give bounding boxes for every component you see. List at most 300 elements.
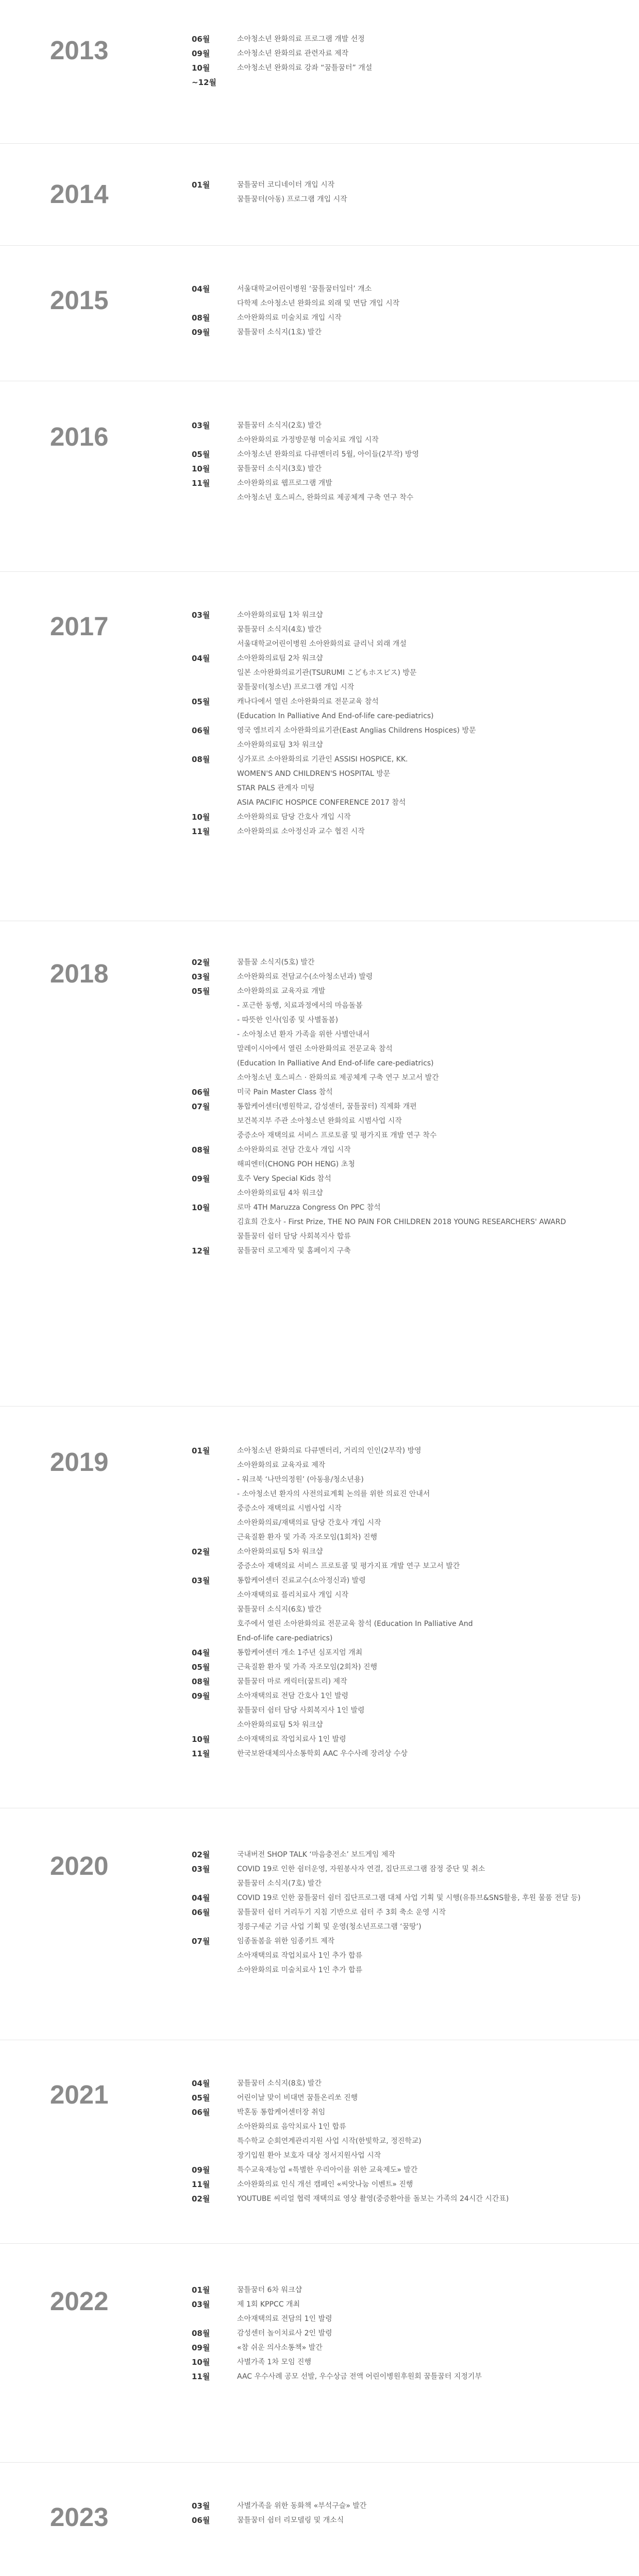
event-row bbox=[192, 447, 639, 462]
event-text: 근육질환 환자 및 가족 자조모임(2회차) 진행 bbox=[237, 1663, 377, 1671]
event-row bbox=[192, 694, 639, 723]
event-lines bbox=[237, 651, 639, 694]
event-text: 꿈틀꿈터(청소년) 프로그램 개입 시작 bbox=[237, 683, 355, 691]
event-month: 05월 bbox=[192, 987, 210, 996]
event-month: 10월 bbox=[192, 464, 210, 473]
event-row bbox=[192, 2355, 639, 2369]
event-text: (Education In Palliative And End-of-life care-pediatrics) bbox=[237, 712, 434, 720]
event-text: 소아재택의료 전담의 1인 발령 bbox=[237, 2315, 332, 2323]
event-month: 02월 bbox=[192, 958, 210, 967]
event-month: 09월 bbox=[192, 1174, 210, 1183]
event-lines bbox=[237, 2283, 639, 2297]
event-lines bbox=[237, 447, 639, 462]
year-section-2020 bbox=[0, 1808, 639, 2040]
year-title: 2018 bbox=[50, 959, 109, 988]
event-text: 소아청소년 완화의료 다큐멘터리, 거리의 인인(2부작) 방영 bbox=[237, 1447, 422, 1455]
event-lines bbox=[237, 2355, 639, 2369]
event-text: 특수교육재능업 «특별한 우리아이를 위한 교육제도» 발간 bbox=[237, 2166, 418, 2174]
event-text: 로마 4TH Maruzza Congress On PPC 참석 bbox=[237, 1204, 381, 1212]
year-section-2023 bbox=[0, 2463, 639, 2576]
event-lines bbox=[237, 1545, 639, 1573]
event-text: 꿈틀꿈터 소식지(7호) 발간 bbox=[237, 1879, 322, 1888]
event-month: 06월 bbox=[192, 2516, 210, 2525]
event-month: 02월 bbox=[192, 2194, 210, 2204]
event-month: 10월 bbox=[192, 2358, 210, 2367]
event-text: 소아청소년 완화의료 관련자료 제작 bbox=[237, 49, 349, 58]
event-lines bbox=[237, 2297, 639, 2326]
event-text: 장기입원 환아 보호자 대상 정서지원사업 시작 bbox=[237, 2151, 381, 2160]
event-row bbox=[192, 46, 639, 61]
event-lines bbox=[237, 1244, 639, 1258]
event-row bbox=[192, 2076, 639, 2091]
event-row bbox=[192, 1747, 639, 1761]
event-text: 정릉구세군 기금 사업 기획 및 운영(청소년프로그램 ‘꿈땅’) bbox=[237, 1923, 422, 1931]
event-month: 02월 bbox=[192, 1850, 210, 1859]
event-row bbox=[192, 282, 639, 311]
event-list bbox=[192, 608, 639, 839]
event-lines bbox=[237, 1660, 639, 1674]
event-row bbox=[192, 970, 639, 984]
event-text: 통합케어센터 개소 1주년 심포지엄 개최 bbox=[237, 1649, 363, 1657]
event-text: 통합케어센터 진료교수(소아정신과) 발령 bbox=[237, 1577, 366, 1585]
event-lines bbox=[237, 1905, 639, 1934]
event-month: 05월 bbox=[192, 697, 210, 706]
event-row bbox=[192, 752, 639, 810]
event-row bbox=[192, 1934, 639, 1977]
event-list bbox=[192, 418, 639, 505]
event-text: 감성센터 놀이치료사 2인 발령 bbox=[237, 2329, 332, 2337]
event-row bbox=[192, 1143, 639, 1172]
event-lines bbox=[237, 1646, 639, 1660]
event-lines bbox=[237, 1143, 639, 1172]
event-month: 11월 bbox=[192, 1749, 210, 1758]
event-text: 소아완화의료 음악치료사 1인 합류 bbox=[237, 2123, 346, 2131]
event-month: 07월 bbox=[192, 1102, 210, 1111]
event-month: 09월 bbox=[192, 49, 210, 58]
event-month: 10월 bbox=[192, 1735, 210, 1744]
event-month: ~12월 bbox=[192, 78, 216, 87]
event-text: 해피엔터(CHONG POH HENG) 초청 bbox=[237, 1160, 355, 1168]
event-lines bbox=[237, 1674, 639, 1689]
event-text: YOUTUBE 씨리얼 협력 재택의료 영상 촬영(중증환아를 돌보는 가족의 24시간 시간표) bbox=[237, 2195, 509, 2203]
event-text: 소아재택의료 작업치료사 1인 추가 합류 bbox=[237, 1952, 363, 1960]
year-section-2021 bbox=[0, 2040, 639, 2244]
year-section-2015 bbox=[0, 246, 639, 381]
event-row bbox=[192, 1732, 639, 1747]
event-text: 일본 소아완화의료기관(TSURUMI こどもホスピス) 방문 bbox=[237, 669, 417, 677]
event-month: 09월 bbox=[192, 2165, 210, 2175]
event-month: 06월 bbox=[192, 1088, 210, 1097]
event-month: 04월 bbox=[192, 654, 210, 663]
event-text: «참 쉬운 의사소통책» 발간 bbox=[237, 2344, 323, 2352]
event-text: 소아완화의료 소아정신과 교수 협진 시작 bbox=[237, 827, 365, 836]
event-lines bbox=[237, 2499, 639, 2513]
event-month: 03월 bbox=[192, 611, 210, 620]
event-row bbox=[192, 2341, 639, 2355]
event-lines bbox=[237, 2163, 639, 2177]
event-text: 소아완화의료 교육자료 제작 bbox=[237, 1461, 326, 1469]
event-lines bbox=[237, 1934, 639, 1977]
event-text: 소아청소년 완화의료 프로그램 개발 선정 bbox=[237, 35, 365, 43]
event-text: 소아완화의료 교육자료 개발 bbox=[237, 987, 326, 995]
event-text: - 따뜻한 인사(임종 및 사별돌봄) bbox=[237, 1016, 339, 1024]
event-month: 01월 bbox=[192, 180, 210, 190]
event-lines bbox=[237, 1573, 639, 1646]
event-text: 소아완화의료 담당 간호사 개입 시작 bbox=[237, 813, 351, 821]
event-row bbox=[192, 1444, 639, 1545]
event-lines bbox=[237, 61, 639, 75]
event-month: 10월 bbox=[192, 63, 210, 73]
event-text: 소아완화의료 가정방문형 미술치료 개입 시작 bbox=[237, 436, 379, 444]
event-lines bbox=[237, 1689, 639, 1732]
event-month: 06월 bbox=[192, 1908, 210, 1917]
event-text: 박혼동 통합케어센터장 취임 bbox=[237, 2108, 326, 2116]
event-row bbox=[192, 2513, 639, 2528]
event-month: 06월 bbox=[192, 2108, 210, 2117]
event-row bbox=[192, 1200, 639, 1244]
event-text: 호주에서 열린 소아완화의료 전문교육 참석 (Education In Palliative And bbox=[237, 1620, 473, 1628]
event-row bbox=[192, 824, 639, 839]
event-text: 소아완화의료팀 3차 워크샵 bbox=[237, 741, 323, 749]
event-text: 보건복지부 주관 소아청소년 완화의료 시범사업 시작 bbox=[237, 1117, 402, 1125]
event-row bbox=[192, 984, 639, 1085]
event-text: 소아완화의료팀 2차 워크샵 bbox=[237, 654, 323, 663]
event-lines bbox=[237, 1200, 639, 1244]
event-row bbox=[192, 608, 639, 651]
event-lines bbox=[237, 1172, 639, 1200]
event-row bbox=[192, 2177, 639, 2192]
event-text: 호주 Very Special Kids 참석 bbox=[237, 1175, 331, 1183]
event-text: 꿈틀꿈터 6차 워크샵 bbox=[237, 2286, 302, 2294]
event-row bbox=[192, 476, 639, 505]
year-title: 2017 bbox=[50, 612, 109, 641]
event-text: COVID 19로 인한 꿈틀꿈터 쉼터 집단프로그램 대체 사업 기획 및 시행(유튜브&SNS활용, 후원 물품 전달 등) bbox=[237, 1894, 581, 1902]
event-list bbox=[192, 1848, 639, 1977]
event-lines bbox=[237, 752, 639, 810]
event-list bbox=[192, 2283, 639, 2384]
event-lines bbox=[237, 418, 639, 447]
event-lines bbox=[237, 608, 639, 651]
event-lines bbox=[237, 970, 639, 984]
year-title: 2019 bbox=[50, 1447, 109, 1477]
event-month: 06월 bbox=[192, 35, 210, 44]
event-row bbox=[192, 1545, 639, 1573]
event-month: 03월 bbox=[192, 2501, 210, 2511]
event-lines bbox=[237, 2177, 639, 2192]
event-lines bbox=[237, 694, 639, 723]
event-row bbox=[192, 2326, 639, 2341]
event-lines bbox=[237, 476, 639, 505]
event-text: 꿈틀꿈터 마로 캐릭터(꿈트리) 제작 bbox=[237, 1677, 347, 1686]
event-lines bbox=[237, 2105, 639, 2163]
event-text: 꿈틀꿈터 소식지(3호) 발간 bbox=[237, 465, 322, 473]
event-month: 10월 bbox=[192, 812, 210, 822]
event-row bbox=[192, 1862, 639, 1891]
event-row bbox=[192, 1660, 639, 1674]
year-title: 2016 bbox=[50, 422, 109, 451]
event-month: 08월 bbox=[192, 1677, 210, 1686]
event-list bbox=[192, 955, 639, 1258]
event-text: 말레이시아에서 열린 소아완화의료 전문교육 참석 bbox=[237, 1045, 393, 1053]
event-month: 05월 bbox=[192, 450, 210, 459]
event-month: 09월 bbox=[192, 328, 210, 337]
event-month: 04월 bbox=[192, 284, 210, 294]
event-text: 중증소아 재택의료 서비스 프로토콜 및 평가지표 개발 연구 보고서 발간 bbox=[237, 1562, 460, 1570]
year-title: 2021 bbox=[50, 2080, 109, 2109]
event-text: 사별가족을 위한 동화책 «부석구슬» 발간 bbox=[237, 2502, 367, 2510]
event-row bbox=[192, 651, 639, 694]
event-lines bbox=[237, 178, 639, 207]
event-text: 소아완화의료 미술치료 개입 시작 bbox=[237, 314, 342, 322]
event-lines bbox=[237, 32, 639, 46]
event-text: 꿈틀꿈터 쉼터 담당 사회복지사 1인 발령 bbox=[237, 1706, 365, 1715]
event-text: 서울대학교어린이병원 ‘꿈틀꿈터일터’ 개소 bbox=[237, 285, 372, 293]
event-lines bbox=[237, 2513, 639, 2528]
event-month: 09월 bbox=[192, 1691, 210, 1701]
event-row bbox=[192, 75, 639, 90]
event-month: 03월 bbox=[192, 421, 210, 430]
event-row bbox=[192, 1172, 639, 1200]
event-lines bbox=[237, 1099, 639, 1143]
event-text: 소아완화의료/재택의료 담당 간호사 개입 시작 bbox=[237, 1519, 381, 1527]
year-section-2013 bbox=[0, 0, 639, 144]
event-lines bbox=[237, 1862, 639, 1891]
event-text: 꿈틀꿈터 소식지(1호) 발간 bbox=[237, 328, 322, 336]
year-title: 2013 bbox=[50, 36, 109, 65]
event-text: 임종돌봄을 위한 임종키트 제작 bbox=[237, 1937, 335, 1945]
event-month: 03월 bbox=[192, 2300, 210, 2309]
event-lines bbox=[237, 282, 639, 311]
event-row bbox=[192, 1891, 639, 1905]
event-list bbox=[192, 2499, 639, 2528]
event-row bbox=[192, 2091, 639, 2105]
event-text: WOMEN'S AND CHILDREN'S HOSPITAL 방문 bbox=[237, 770, 391, 778]
event-lines bbox=[237, 46, 639, 61]
event-row bbox=[192, 178, 639, 207]
event-month: 03월 bbox=[192, 1576, 210, 1585]
event-text: COVID 19로 인한 쉼터운영, 자원봉사자 연결, 집단프로그램 잠정 중단 및 취소 bbox=[237, 1865, 485, 1873]
event-text: 꿈틀꿈터 소식지(2호) 발간 bbox=[237, 421, 322, 430]
year-title: 2023 bbox=[50, 2502, 109, 2532]
event-text: 소아완화의료팀 1차 워크샵 bbox=[237, 611, 323, 619]
event-lines bbox=[237, 2326, 639, 2341]
event-row bbox=[192, 2163, 639, 2177]
year-title: 2020 bbox=[50, 1851, 109, 1880]
event-text: 소아완화의료 웹프로그램 개발 bbox=[237, 479, 332, 487]
event-text: 영국 엠브리지 소아완화의료기관(East Anglias Childrens Hospices) 방문 bbox=[237, 726, 476, 735]
event-row bbox=[192, 1244, 639, 1258]
event-row bbox=[192, 2369, 639, 2384]
event-row bbox=[192, 325, 639, 340]
event-lines bbox=[237, 2341, 639, 2355]
event-row bbox=[192, 2499, 639, 2513]
event-row bbox=[192, 1905, 639, 1934]
event-month: 01월 bbox=[192, 1446, 210, 1455]
event-text: - 포근한 동행, 치료과정에서의 마음돌봄 bbox=[237, 1002, 363, 1010]
year-title: 2022 bbox=[50, 2286, 109, 2316]
event-row bbox=[192, 2192, 639, 2206]
event-month: 02월 bbox=[192, 1547, 210, 1556]
event-month: 04월 bbox=[192, 1893, 210, 1903]
event-text: 소아완화의료팀 4차 워크샵 bbox=[237, 1189, 323, 1197]
event-text: STAR PALS 관계자 미팅 bbox=[237, 784, 315, 792]
event-lines bbox=[237, 1891, 639, 1905]
event-text: 꿈틀꿈터 로고제작 및 홈페이지 구축 bbox=[237, 1247, 351, 1255]
event-list bbox=[192, 178, 639, 207]
event-text: 통합케어센터(병원학교, 감성센터, 꿈틀꿈터) 직제화 개편 bbox=[237, 1103, 417, 1111]
event-row bbox=[192, 2283, 639, 2297]
event-month: 08월 bbox=[192, 755, 210, 764]
event-month: 06월 bbox=[192, 726, 210, 735]
event-month: 11월 bbox=[192, 827, 210, 836]
event-lines bbox=[237, 1747, 639, 1761]
event-text: 소아완화의료 인식 개선 캠페인 «씨앗나눔 이벤트» 진행 bbox=[237, 2180, 413, 2189]
event-lines bbox=[237, 2076, 639, 2091]
event-text: 소아청소년 완화의료 강좌 “꿈틀꿈터” 개설 bbox=[237, 64, 373, 72]
event-list bbox=[192, 282, 639, 340]
event-row bbox=[192, 1099, 639, 1143]
event-row bbox=[192, 1573, 639, 1646]
event-text: AAC 우수사례 공모 선발, 우수상금 전액 어린이병원후원회 꿈틀꿈터 지정기부 bbox=[237, 2372, 482, 2381]
event-month: 08월 bbox=[192, 2329, 210, 2338]
event-text: 소아재택의료 플리치료사 개입 시작 bbox=[237, 1591, 349, 1599]
event-lines bbox=[237, 2369, 639, 2384]
event-row bbox=[192, 1689, 639, 1732]
year-section-2022 bbox=[0, 2244, 639, 2463]
event-month: 05월 bbox=[192, 1663, 210, 1672]
event-text: 소아완화의료 전담 간호사 개입 시작 bbox=[237, 1146, 351, 1154]
event-text: 소아완화의료팀 5차 워크샵 bbox=[237, 1548, 323, 1556]
event-row bbox=[192, 2105, 639, 2163]
event-text: - 워크북 ‘나만의정원’ (아동용/청소년용) bbox=[237, 1476, 364, 1484]
event-text: 소아완화의료 전담교수(소아청소년과) 발령 bbox=[237, 973, 373, 981]
event-month: 11월 bbox=[192, 479, 210, 488]
event-text: 꿈틀꿈터 쉼터 담당 사회복지사 합류 bbox=[237, 1232, 351, 1241]
event-lines bbox=[237, 462, 639, 476]
event-row bbox=[192, 462, 639, 476]
event-text: (Education In Palliative And End-of-life care-pediatrics) bbox=[237, 1059, 434, 1067]
event-text: 제 1회 KPPCC 개최 bbox=[237, 2300, 300, 2309]
event-text: 캐나다에서 열린 소아완화의료 전문교육 참석 bbox=[237, 698, 379, 706]
event-lines bbox=[237, 2091, 639, 2105]
event-row bbox=[192, 1646, 639, 1660]
event-month: 03월 bbox=[192, 972, 210, 981]
event-month: 03월 bbox=[192, 1865, 210, 1874]
event-text: 사별가족 1차 모임 진행 bbox=[237, 2358, 311, 2366]
event-text: 다학제 소아청소년 완화의료 외래 및 면담 개입 시작 bbox=[237, 299, 400, 308]
event-text: 소아완화의료 미술치료사 1인 추가 합류 bbox=[237, 1966, 363, 1974]
event-text: 꿈틀꿈터 소식지(8호) 발간 bbox=[237, 2079, 322, 2088]
event-lines bbox=[237, 325, 639, 340]
event-text: 국내버전 SHOP TALK ‘마음충전소’ 보드게임 제작 bbox=[237, 1851, 395, 1859]
event-text: - 소아청소년 환자 가족을 위한 사별안내서 bbox=[237, 1030, 370, 1039]
event-list bbox=[192, 2076, 639, 2206]
event-lines bbox=[237, 1848, 639, 1862]
event-month: 04월 bbox=[192, 2079, 210, 2088]
event-text: 소아청소년 완화의료 다큐멘터리 5월, 아이들(2부작) 방영 bbox=[237, 450, 419, 459]
event-month: 11월 bbox=[192, 2372, 210, 2381]
event-list bbox=[192, 1444, 639, 1761]
event-text: 미국 Pain Master Class 참석 bbox=[237, 1088, 333, 1096]
event-month: 11월 bbox=[192, 2180, 210, 2189]
event-text: 꿈틀꿈터 소식지(6호) 발간 bbox=[237, 1605, 322, 1614]
event-row bbox=[192, 1085, 639, 1099]
event-text: 김효희 간호사 - First Prize, THE NO PAIN FOR CHILDREN 2018 YOUNG RESEARCHERS' AWARD bbox=[237, 1218, 566, 1226]
event-lines bbox=[237, 955, 639, 970]
event-lines bbox=[237, 1732, 639, 1747]
event-text: 한국보완대체의사소통학회 AAC 우수사례 장려상 수상 bbox=[237, 1750, 408, 1758]
event-lines bbox=[237, 984, 639, 1085]
event-text: 어린이날 맞이 비대면 꿈틀온리쏘 진행 bbox=[237, 2094, 358, 2102]
event-text: ASIA PACIFIC HOSPICE CONFERENCE 2017 참석 bbox=[237, 799, 406, 807]
event-lines bbox=[237, 810, 639, 824]
event-text: 꿈틀꿈터 쉼터 리모델링 및 개소식 bbox=[237, 2516, 344, 2524]
event-month: 09월 bbox=[192, 2343, 210, 2352]
event-text: 꿈틀꿈터 코디네이터 개입 시작 bbox=[237, 181, 335, 189]
event-text: 꿈틀꿈터(아동) 프로그램 개입 시작 bbox=[237, 195, 347, 204]
event-month: 04월 bbox=[192, 1648, 210, 1657]
event-lines bbox=[237, 1085, 639, 1099]
event-text: End-of-life care-pediatrics) bbox=[237, 1634, 333, 1642]
event-row bbox=[192, 311, 639, 325]
event-row bbox=[192, 418, 639, 447]
event-lines bbox=[237, 723, 639, 752]
event-row bbox=[192, 61, 639, 75]
year-section-2014 bbox=[0, 144, 639, 246]
event-text: 특수학교 순회연계관리지원 사업 시작(한빛학교, 정진학교) bbox=[237, 2137, 422, 2145]
event-row bbox=[192, 2297, 639, 2326]
event-lines bbox=[237, 2192, 639, 2206]
event-text: 소아재택의료 작업치료사 1인 발령 bbox=[237, 1735, 346, 1743]
event-row bbox=[192, 1848, 639, 1862]
event-row bbox=[192, 32, 639, 46]
event-text: 소아청소년 호스피스, 완화의료 제공체계 구축 연구 착수 bbox=[237, 494, 414, 502]
event-lines bbox=[237, 311, 639, 325]
event-month: 05월 bbox=[192, 2093, 210, 2103]
event-month: 10월 bbox=[192, 1203, 210, 1212]
event-row bbox=[192, 1674, 639, 1689]
event-text: 꿈틀꿈터 소식지(4호) 발간 bbox=[237, 625, 322, 634]
event-text: 중증소아 재택의료 서비스 프로토콜 및 평가지표 개발 연구 착수 bbox=[237, 1131, 437, 1140]
event-month: 01월 bbox=[192, 2285, 210, 2295]
event-lines bbox=[237, 824, 639, 839]
event-month: 08월 bbox=[192, 1145, 210, 1155]
event-row bbox=[192, 723, 639, 752]
event-text: 중증소아 재택의료 시범사업 시작 bbox=[237, 1504, 342, 1513]
event-row bbox=[192, 810, 639, 824]
year-title: 2015 bbox=[50, 285, 109, 315]
event-list bbox=[192, 32, 639, 90]
event-month: 08월 bbox=[192, 313, 210, 323]
event-text: 서울대학교어린이병원 소아완화의료 클리닉 외래 개설 bbox=[237, 640, 407, 648]
year-section-2019 bbox=[0, 1406, 639, 1808]
event-text: 소아완화의료팀 5차 워크샵 bbox=[237, 1721, 323, 1729]
year-section-2018 bbox=[0, 921, 639, 1406]
event-month: 07월 bbox=[192, 1937, 210, 1946]
year-title: 2014 bbox=[50, 179, 109, 209]
event-month: 12월 bbox=[192, 1246, 210, 1256]
event-text: 소아재택의료 전담 간호사 1인 발령 bbox=[237, 1692, 349, 1700]
event-text: 근육질환 환자 및 가족 자조모임(1회차) 진행 bbox=[237, 1533, 377, 1541]
event-text: 꿈틀꿈 소식지(5호) 발간 bbox=[237, 958, 315, 967]
event-row bbox=[192, 955, 639, 970]
year-section-2016 bbox=[0, 381, 639, 572]
event-lines bbox=[237, 1444, 639, 1545]
event-text: 싱가포르 소아완화의료 기관인 ASSISI HOSPICE, KK. bbox=[237, 755, 408, 764]
event-text: 소아청소년 호스피스 · 완화의료 제공체계 구축 연구 보고서 발간 bbox=[237, 1074, 439, 1082]
event-text: - 소아청소년 환자의 사전의료계획 논의를 위한 의료진 안내서 bbox=[237, 1490, 430, 1498]
event-text: 꿈틀꿈터 쉼터 거리두기 지침 기반으로 쉼터 주 3회 축소 운영 시작 bbox=[237, 1908, 446, 1917]
